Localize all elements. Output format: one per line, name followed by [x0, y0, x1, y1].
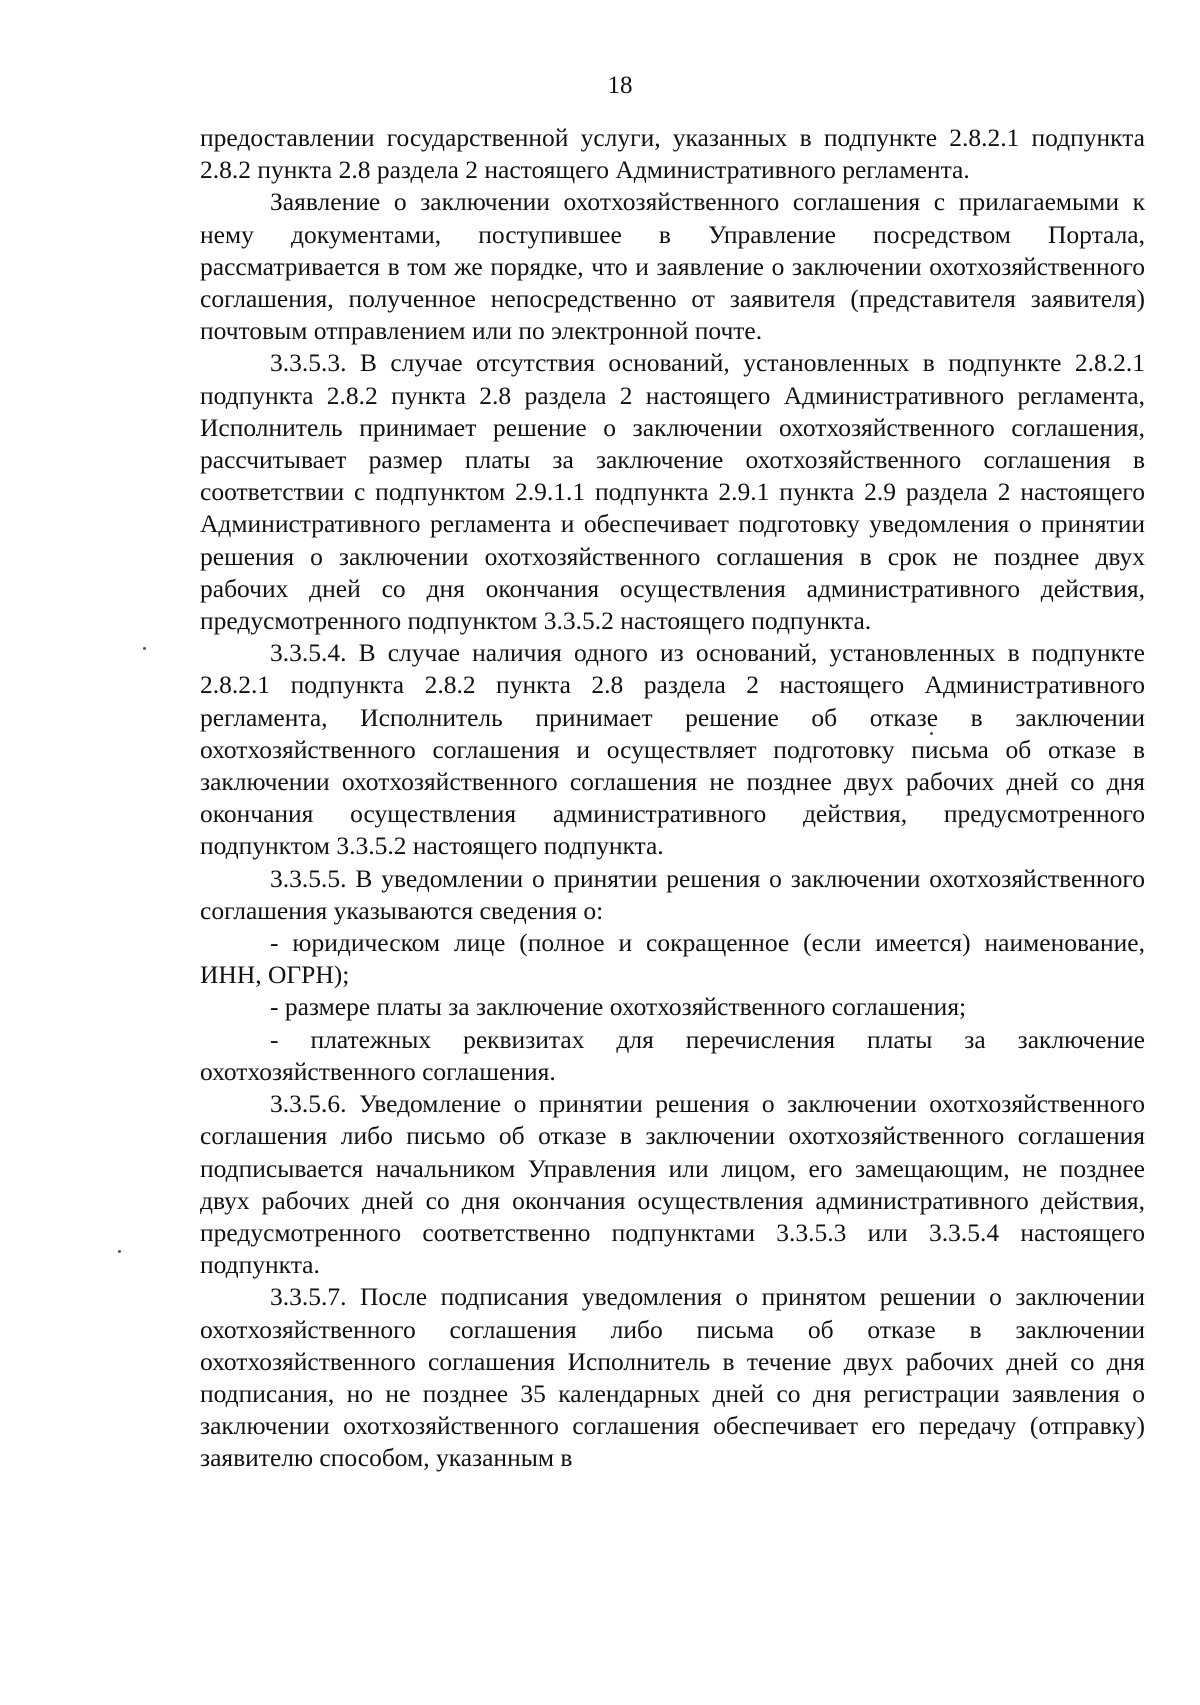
list-item-legal-entity: - юридическом лице (полное и сокращенное (если имеется) наименование, ИНН, ОГРН); [200, 928, 1145, 990]
list-item-fee-amount: - размере платы за заключение охотхозяйственного соглашения; [270, 992, 967, 1022]
paragraph-item-3-3-5-7: 3.3.5.7. После подписания уведомления о принятом решении о заключении охотхозяйственного соглашения либо письма об отказе в заключении охотхозяйственного соглашения Исполнитель в течение двух рабочих дней со дня подписания, но не позднее 35 календарных дней со дня регистрации заявления о заключении охотхозяйственного соглашения обеспечивает его передачу (отправку) заявителю способом, указанным в [200, 1282, 1145, 1473]
scan-speck [930, 732, 933, 735]
paragraph-item-3-3-5-4: 3.3.5.4. В случае наличия одного из оснований, установленных в подпункте 2.8.2.1 подпункта 2.8.2 пункта 2.8 раздела 2 настоящего Административного регламента, Исполнитель принимает решение об отказе в заключении охотхозяйственного соглашения и осуществляет подготовку письма об отказе в заключении охотхозяйственного соглашения не позднее двух рабочих дней со дня окончания осуществления административного действия, предусмотренного подпунктом 3.3.5.2 настоящего подпункта. [200, 638, 1145, 861]
paragraph-continuation: предоставлении государственной услуги, указанных в подпункте 2.8.2.1 подпункта 2.8.2 пункта 2.8 раздела 2 настоящего Административного регламента. [200, 123, 1145, 185]
paragraph-item-3-3-5-5: 3.3.5.5. В уведомлении о принятии решения о заключении охотхозяйственного соглашения указываются сведения о: [200, 863, 1145, 925]
scan-speck [118, 1250, 121, 1253]
paragraph-portal-application: Заявление о заключении охотхозяйственного соглашения с прилагаемыми к нему документами, поступившее в Управление посредством Портала, рассматривается в том же порядке, что и заявление о заключении охотхозяйственного соглашения, полученное непосредственно от заявителя (представителя заявителя) почтовым отправлением или по электронной почте. [200, 187, 1145, 346]
scan-speck [143, 647, 146, 650]
paragraph-item-3-3-5-3: 3.3.5.3. В случае отсутствия оснований, установленных в подпункте 2.8.2.1 подпункта 2.8.2 пункта 2.8 раздела 2 настоящего Административного регламента, Исполнитель принимает решение о заключении охотхозяйственного соглашения, рассчитывает размер платы за заключение охотхозяйственного соглашения в соответствии с подпунктом 2.9.1.1 подпункта 2.9.1 пункта 2.9 раздела 2 настоящего Административного регламента и обеспечивает подготовку уведомления о принятии решения о заключении охотхозяйственного соглашения в срок не позднее двух рабочих дней со дня окончания осуществления административного действия, предусмотренного подпунктом 3.3.5.2 настоящего подпункта. [200, 348, 1145, 636]
page-number: 18 [607, 72, 633, 99]
document-body [200, 122, 1145, 1475]
paragraph-item-3-3-5-6: 3.3.5.6. Уведомление о принятии решения о заключении охотхозяйственного соглашения либо письмо об отказе в заключении охотхозяйственного соглашения подписывается начальником Управления или лицом, его замещающим, не позднее двух рабочих дней со дня окончания осуществления административного действия, предусмотренного соответственно подпунктами 3.3.5.3 или 3.3.5.4 настоящего подпункта. [200, 1089, 1145, 1280]
list-item-payment-details: - платежных реквизитах для перечисления платы за заключение охотхозяйственного соглашения. [200, 1024, 1145, 1086]
